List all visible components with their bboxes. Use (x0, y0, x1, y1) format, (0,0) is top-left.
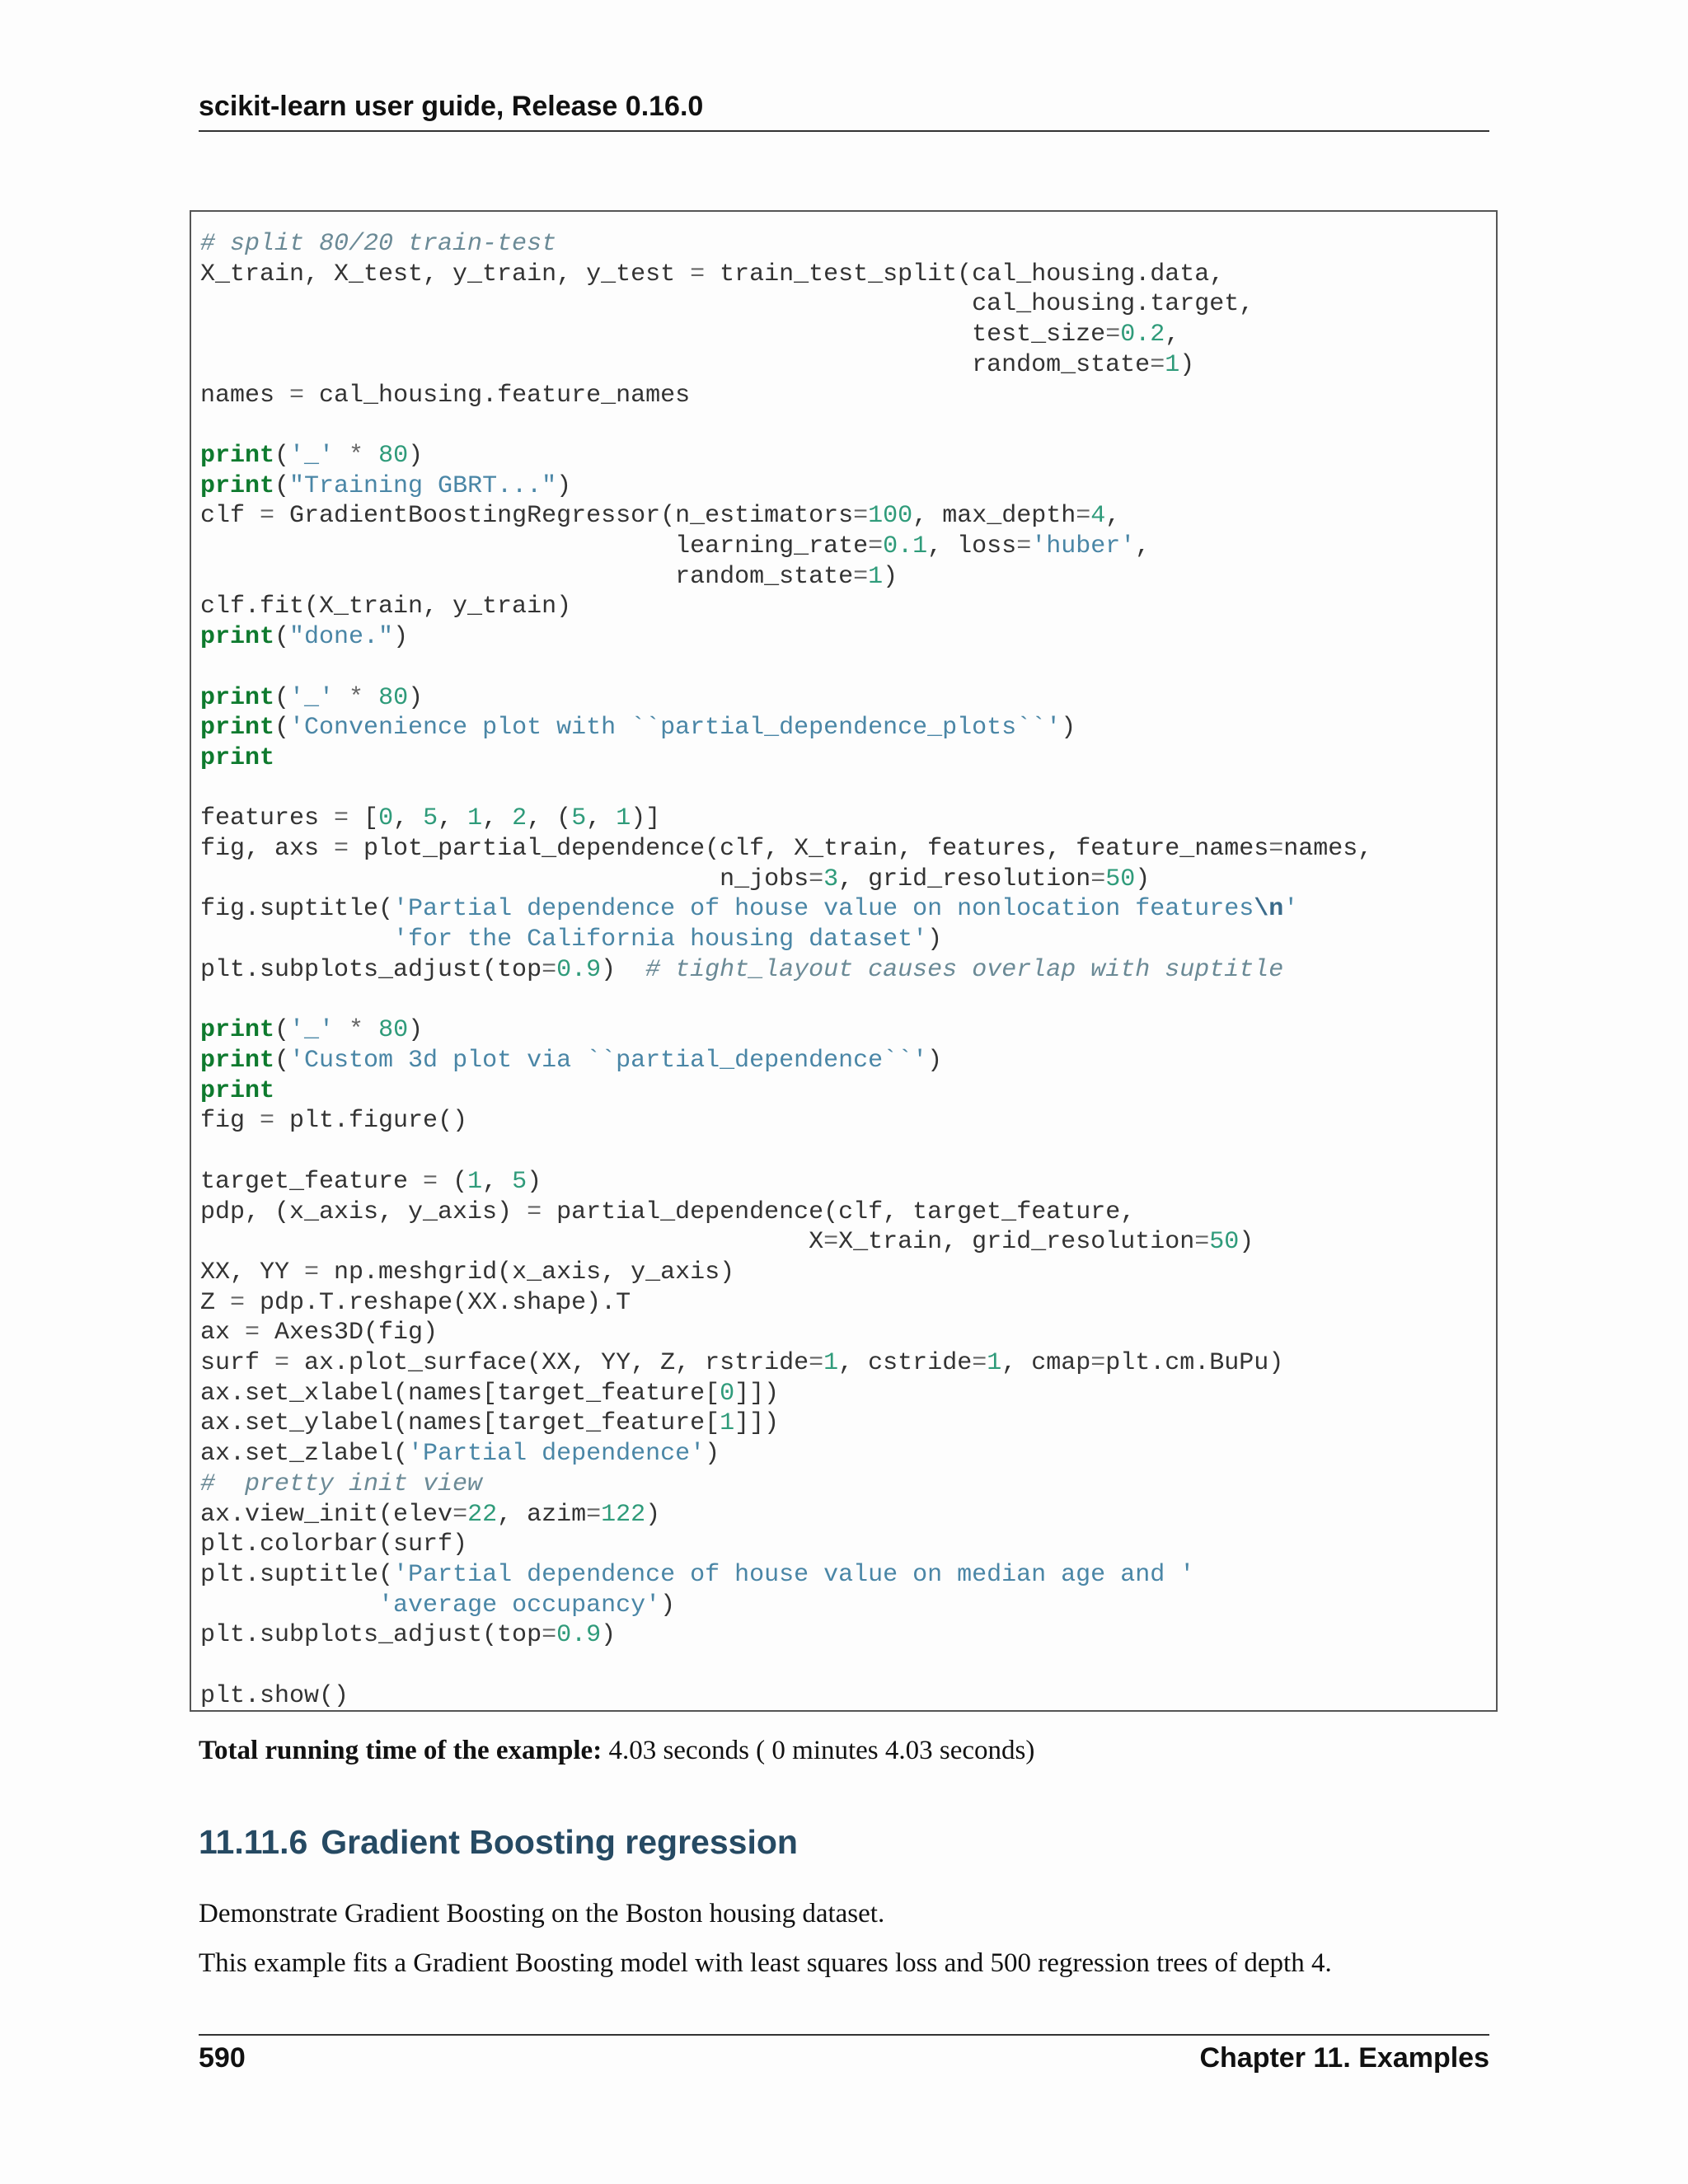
code-line: print (200, 743, 275, 772)
code-listing (200, 229, 1372, 1711)
code-line: n_jobs=3, grid_resolution=50) (200, 865, 1151, 893)
code-line: 'average occupancy') (378, 1591, 676, 1619)
running-time-note (199, 1736, 1034, 1766)
code-line: target_feature = (1, 5) (200, 1167, 542, 1196)
code-line: plt.subplots_adjust(top=0.9) # tight_layout causes overlap with suptitle (200, 955, 1284, 984)
code-line: features = [0, 5, 1, 2, (5, 1)] (200, 804, 661, 833)
code-line: print (200, 1076, 275, 1105)
code-line: test_size=0.2, (200, 321, 1180, 349)
code-line: plt.subplots_adjust(top=0.9) (200, 1621, 617, 1650)
footer-rule (199, 2034, 1489, 2036)
running-header-title: scikit-learn user guide, Release 0.16.0 (199, 91, 704, 122)
code-line: clf = GradientBoostingRegressor(n_estimators=100, max_depth=4, (200, 502, 1121, 531)
code-line: fig = plt.figure() (200, 1107, 468, 1136)
code-line: print('Convenience plot with ``partial_dependence_plots``') (200, 714, 1076, 743)
code-line: fig, axs = plot_partial_dependence(clf, X_train, features, feature_names=names, (200, 835, 1373, 864)
code-line: X_train, X_test, y_train, y_test = train_test_split(cal_housing.data, (200, 260, 1225, 288)
code-line: print('Custom 3d plot via ``partial_dependence``') (200, 1046, 943, 1075)
code-line: learning_rate=0.1, loss='huber', (200, 532, 1151, 561)
paragraph: This example fits a Gradient Boosting model with least squares loss and 500 regression trees of depth 4. (199, 1948, 1332, 1978)
code-line: fig.suptitle('Partial dependence of house value on nonlocation features\n' (200, 895, 1299, 924)
code-line: Z = pdp.T.reshape(XX.shape).T (200, 1288, 631, 1317)
running-time-value: 4.03 seconds ( 0 minutes 4.03 seconds) (602, 1736, 1035, 1765)
code-line: XX, YY = np.meshgrid(x_axis, y_axis) (200, 1258, 735, 1286)
code-line: cal_housing.target, (200, 290, 1254, 319)
code-line: print('_' * 80) (200, 1016, 424, 1045)
code-line: ax = Axes3D(fig) (200, 1319, 438, 1347)
code-line: # split 80/20 train-test (200, 230, 557, 258)
running-time-label: Total running time of the example: (199, 1736, 603, 1765)
code-line: print("done.") (200, 623, 409, 652)
code-line: ax.set_xlabel(names[target_feature[0]]) (200, 1379, 780, 1408)
code-line: ax.set_ylabel(names[target_feature[1]]) (200, 1409, 780, 1438)
code-line: ax.set_zlabel('Partial dependence') (200, 1440, 720, 1469)
code-line: print('_' * 80) (200, 683, 424, 712)
code-line: X=X_train, grid_resolution=50) (200, 1228, 1254, 1257)
section-heading (199, 1823, 798, 1862)
code-line: # pretty init view (200, 1469, 483, 1498)
code-line: print('_' * 80) (200, 441, 424, 470)
code-line: ax.view_init(elev=22, azim=122) (200, 1500, 661, 1529)
code-line: random_state=1) (200, 350, 1195, 379)
code-line: print("Training GBRT...") (200, 471, 572, 500)
code-line: pdp, (x_axis, y_axis) = partial_dependence(clf, target_feature, (200, 1197, 1136, 1226)
code-line: clf.fit(X_train, y_train) (200, 593, 572, 621)
page-number: 590 (199, 2042, 246, 2074)
header-rule (199, 130, 1489, 132)
code-line: plt.colorbar(surf) (200, 1530, 468, 1559)
code-line: plt.show() (200, 1681, 349, 1710)
code-block (190, 210, 1498, 1712)
code-line: surf = ax.plot_surface(XX, YY, Z, rstride=1, cstride=1, cmap=plt.cm.BuPu) (200, 1349, 1284, 1378)
section-number: 11.11.6 (199, 1823, 308, 1861)
code-line: names = cal_housing.feature_names (200, 381, 691, 410)
chapter-label: Chapter 11. Examples (1199, 2042, 1489, 2074)
code-line: random_state=1) (200, 562, 898, 591)
code-line: plt.suptitle('Partial dependence of house value on median age and ' (200, 1560, 1195, 1589)
code-line: 'for the California housing dataset') (393, 926, 943, 954)
paragraph: Demonstrate Gradient Boosting on the Boston housing dataset. (199, 1899, 885, 1929)
section-title: Gradient Boosting regression (321, 1823, 798, 1861)
